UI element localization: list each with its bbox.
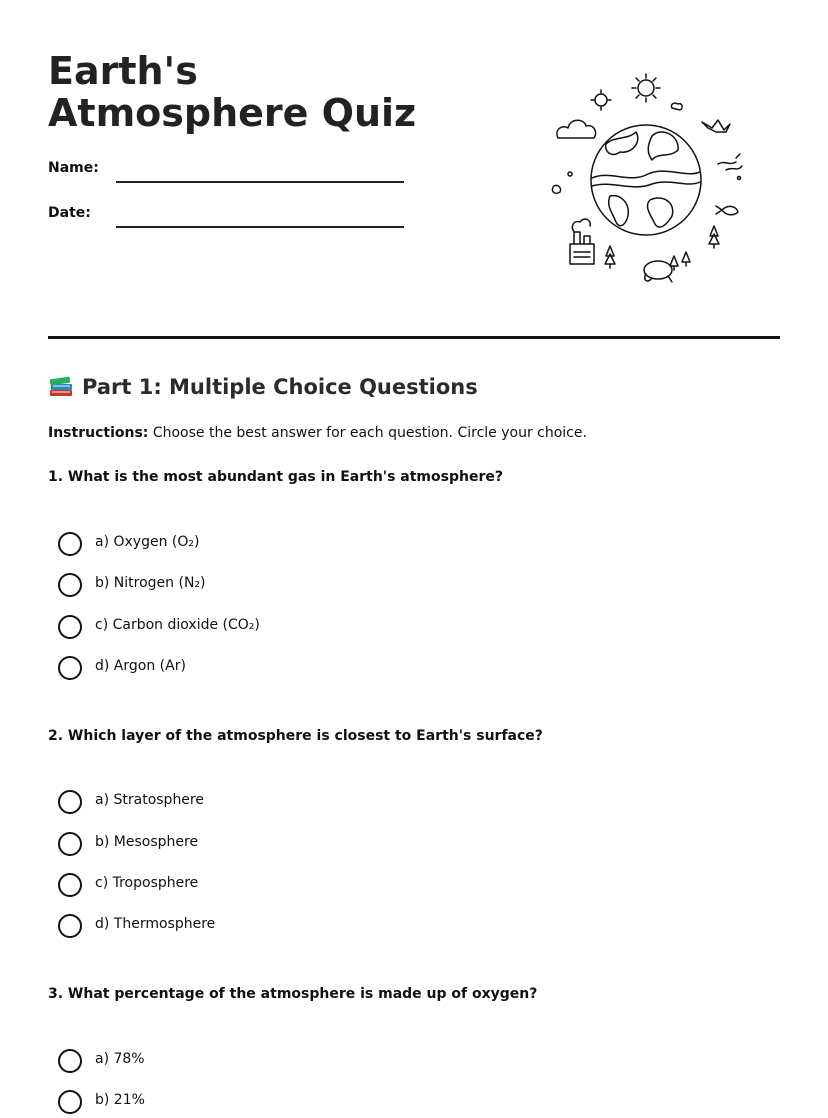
name-answer-line[interactable]: [116, 181, 404, 183]
question-1: 1. What is the most abundant gas in Earth's atmosphere?: [48, 469, 503, 485]
option-label: b) 21%: [95, 1092, 145, 1108]
page-title: Earth's Atmosphere Quiz: [48, 49, 417, 135]
answer-circle-icon[interactable]: [58, 615, 82, 639]
option-label: b) Mesosphere: [95, 834, 199, 850]
books-icon: [48, 374, 74, 398]
question-2: 2. Which layer of the atmosphere is closest to Earth's surface?: [48, 728, 543, 744]
answer-circle-icon[interactable]: [58, 532, 82, 556]
option-label: d) Argon (Ar): [95, 658, 186, 674]
answer-circle-icon[interactable]: [58, 656, 82, 680]
option-label: c) Troposphere: [95, 875, 199, 891]
instructions-text: Choose the best answer for each question. Circle your choice.: [152, 425, 587, 441]
answer-circle-icon[interactable]: [58, 790, 82, 814]
part1-heading: [48, 374, 478, 399]
name-label: Name:: [48, 160, 99, 176]
answer-circle-icon[interactable]: [58, 873, 82, 897]
part1-title: Part 1: Multiple Choice Questions: [82, 375, 478, 399]
question-3: 3. What percentage of the atmosphere is made up of oxygen?: [48, 986, 538, 1002]
date-answer-line[interactable]: [116, 226, 404, 228]
instructions: [48, 425, 587, 441]
earth-illustration-icon: [540, 66, 760, 296]
option-label: a) 78%: [95, 1051, 145, 1067]
option-label: d) Thermosphere: [95, 916, 216, 932]
option-label: a) Stratosphere: [95, 792, 204, 808]
answer-circle-icon[interactable]: [58, 1049, 82, 1073]
option-label: a) Oxygen (O₂): [95, 534, 200, 550]
option-label: c) Carbon dioxide (CO₂): [95, 617, 260, 633]
option-label: b) Nitrogen (N₂): [95, 575, 206, 591]
answer-circle-icon[interactable]: [58, 573, 82, 597]
section-divider: [48, 336, 780, 339]
date-label: Date:: [48, 205, 91, 221]
answer-circle-icon[interactable]: [58, 832, 82, 856]
answer-circle-icon[interactable]: [58, 1090, 82, 1114]
instructions-label: Instructions:: [48, 425, 149, 441]
answer-circle-icon[interactable]: [58, 914, 82, 938]
